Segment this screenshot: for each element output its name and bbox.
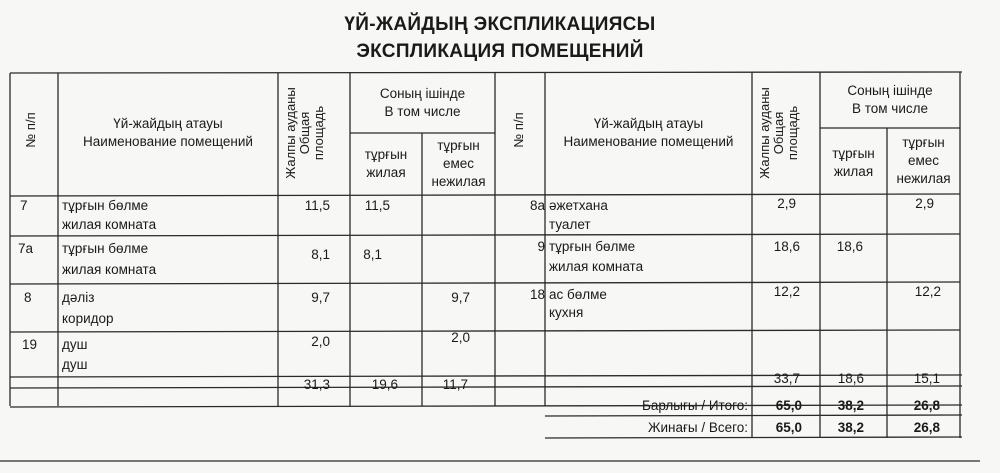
left-row-total: 2,0 <box>311 334 330 349</box>
left-row-name-ru: душ <box>62 357 88 372</box>
itogo-label: Барлығы / Итого: <box>641 398 748 413</box>
header-incl-ru: В том числе <box>384 104 461 119</box>
right-row-name-ru: кухня <box>549 305 584 320</box>
vsego-label: Жинағы / Всего: <box>648 420 748 435</box>
left-row-living: 11,5 <box>364 198 390 213</box>
right-row-name-ru: жилая комната <box>549 259 644 274</box>
vsego-nonliving: 26,8 <box>913 420 940 435</box>
itogo-total: 65,0 <box>775 398 802 413</box>
header-area-ru2: площадь <box>311 105 326 161</box>
left-row-total: 11,5 <box>304 198 330 213</box>
right-sum-living: 18,6 <box>837 371 864 386</box>
header-nonliving-ru: нежилая <box>431 174 486 189</box>
right-sum-total: 33,7 <box>773 371 800 386</box>
header-num-left: № п/п <box>23 112 38 148</box>
left-row-total: 8,1 <box>311 247 330 262</box>
right-row-total: 18,6 <box>773 239 800 254</box>
left-row-num: 7а <box>18 241 34 256</box>
header-living-kz-right: тұрғын <box>832 146 875 161</box>
header-nonliving-ru-right: нежилая <box>896 171 951 186</box>
left-sum-total: 31,3 <box>303 377 330 392</box>
header-name-right <box>545 115 752 151</box>
header-incl-kz-right: Соның ішінде <box>847 83 933 98</box>
header-area-left <box>284 78 326 188</box>
left-sum-nonliving: 11,7 <box>442 377 468 392</box>
header-incl-ru-right: В том числе <box>851 101 929 116</box>
header-nonliving-kz1: тұрғын <box>437 138 480 153</box>
right-row-name-kz: тұрғын бөлме <box>549 239 636 254</box>
left-row-name-ru: жилая комната <box>62 217 157 232</box>
header-name-ru: Наименование помещений <box>83 134 253 149</box>
header-nonliving-kz1-right: тұрғын <box>902 135 945 150</box>
header-living-right <box>820 145 887 181</box>
right-row-num: 9 <box>537 239 545 254</box>
header-area-ru2-right: площадь <box>785 105 800 161</box>
left-row-name-kz: дәліз <box>62 290 95 305</box>
right-row-name-kz: ас бөлме <box>549 287 607 302</box>
header-name-kz: Үй-жайдың атауы <box>113 116 223 131</box>
header-nonliving-left <box>422 137 495 191</box>
header-area-kz-right: Жалпы ауданы <box>757 87 772 179</box>
header-nonliving-kz2: емес <box>442 156 475 171</box>
left-row-name-ru: жилая комната <box>62 262 157 277</box>
left-row-name-ru: коридор <box>62 311 114 326</box>
left-row-living: 8,1 <box>363 247 382 262</box>
vsego-living: 38,2 <box>837 420 864 435</box>
header-living-kz: тұрғын <box>364 147 408 162</box>
header-area-ru1-right: Общая <box>771 111 786 155</box>
header-incl-kz: Соның ішінде <box>379 86 466 101</box>
left-row-name-kz: душ <box>62 337 88 352</box>
left-sum-living: 19,6 <box>371 377 398 392</box>
right-row-total: 2,9 <box>777 196 796 211</box>
left-row-num: 8 <box>24 290 32 305</box>
right-row-living: 18,6 <box>836 239 863 254</box>
left-row-nonliving: 2,0 <box>451 330 470 345</box>
header-living-left <box>350 146 422 182</box>
itogo-living: 38,2 <box>837 398 864 413</box>
title-russian: ЭКСПЛИКАЦИЯ ПОМЕЩЕНИЙ <box>356 41 644 62</box>
header-living-ru-right: жилая <box>833 164 874 179</box>
header-living-ru: жилая <box>366 165 406 180</box>
left-row-num: 7 <box>20 198 28 213</box>
header-name-ru-right: Наименование помещений <box>563 134 734 149</box>
right-row-total: 12,2 <box>773 284 800 299</box>
right-row-nonliving: 12,2 <box>914 284 941 299</box>
left-row-name-kz: тұрғын бөлме <box>62 241 149 256</box>
header-nonliving-right <box>887 134 960 188</box>
header-nonliving-kz2-right: емес <box>907 153 940 168</box>
right-row-num: 8а <box>529 198 545 213</box>
header-area-right <box>758 78 800 188</box>
header-name-left <box>58 115 278 151</box>
header-area-kz: Жалпы ауданы <box>283 87 298 179</box>
right-row-name-ru: туалет <box>549 217 591 232</box>
right-row-nonliving: 2,9 <box>915 196 934 211</box>
header-area-ru1: Общая <box>297 111 312 155</box>
left-row-nonliving: 9,7 <box>451 290 470 305</box>
title-kazakh: ҮЙ-ЖАЙДЫҢ ЭКСПЛИКАЦИЯСЫ <box>344 14 656 35</box>
header-num-right: № п/п <box>511 112 526 148</box>
header-name-kz-right: Үй-жайдың атауы <box>593 116 704 131</box>
vsego-total: 65,0 <box>775 420 802 435</box>
right-row-num: 18 <box>529 287 545 302</box>
left-row-num: 19 <box>22 337 38 352</box>
header-incl-left <box>350 85 495 121</box>
header-incl-right <box>820 82 960 118</box>
right-row-name-kz: әжетхана <box>549 198 608 213</box>
itogo-nonliving: 26,8 <box>913 398 940 413</box>
left-row-name-kz: тұрғын бөлме <box>62 198 149 213</box>
right-sum-nonliving: 15,1 <box>913 371 940 386</box>
left-row-total: 9,7 <box>311 290 330 305</box>
